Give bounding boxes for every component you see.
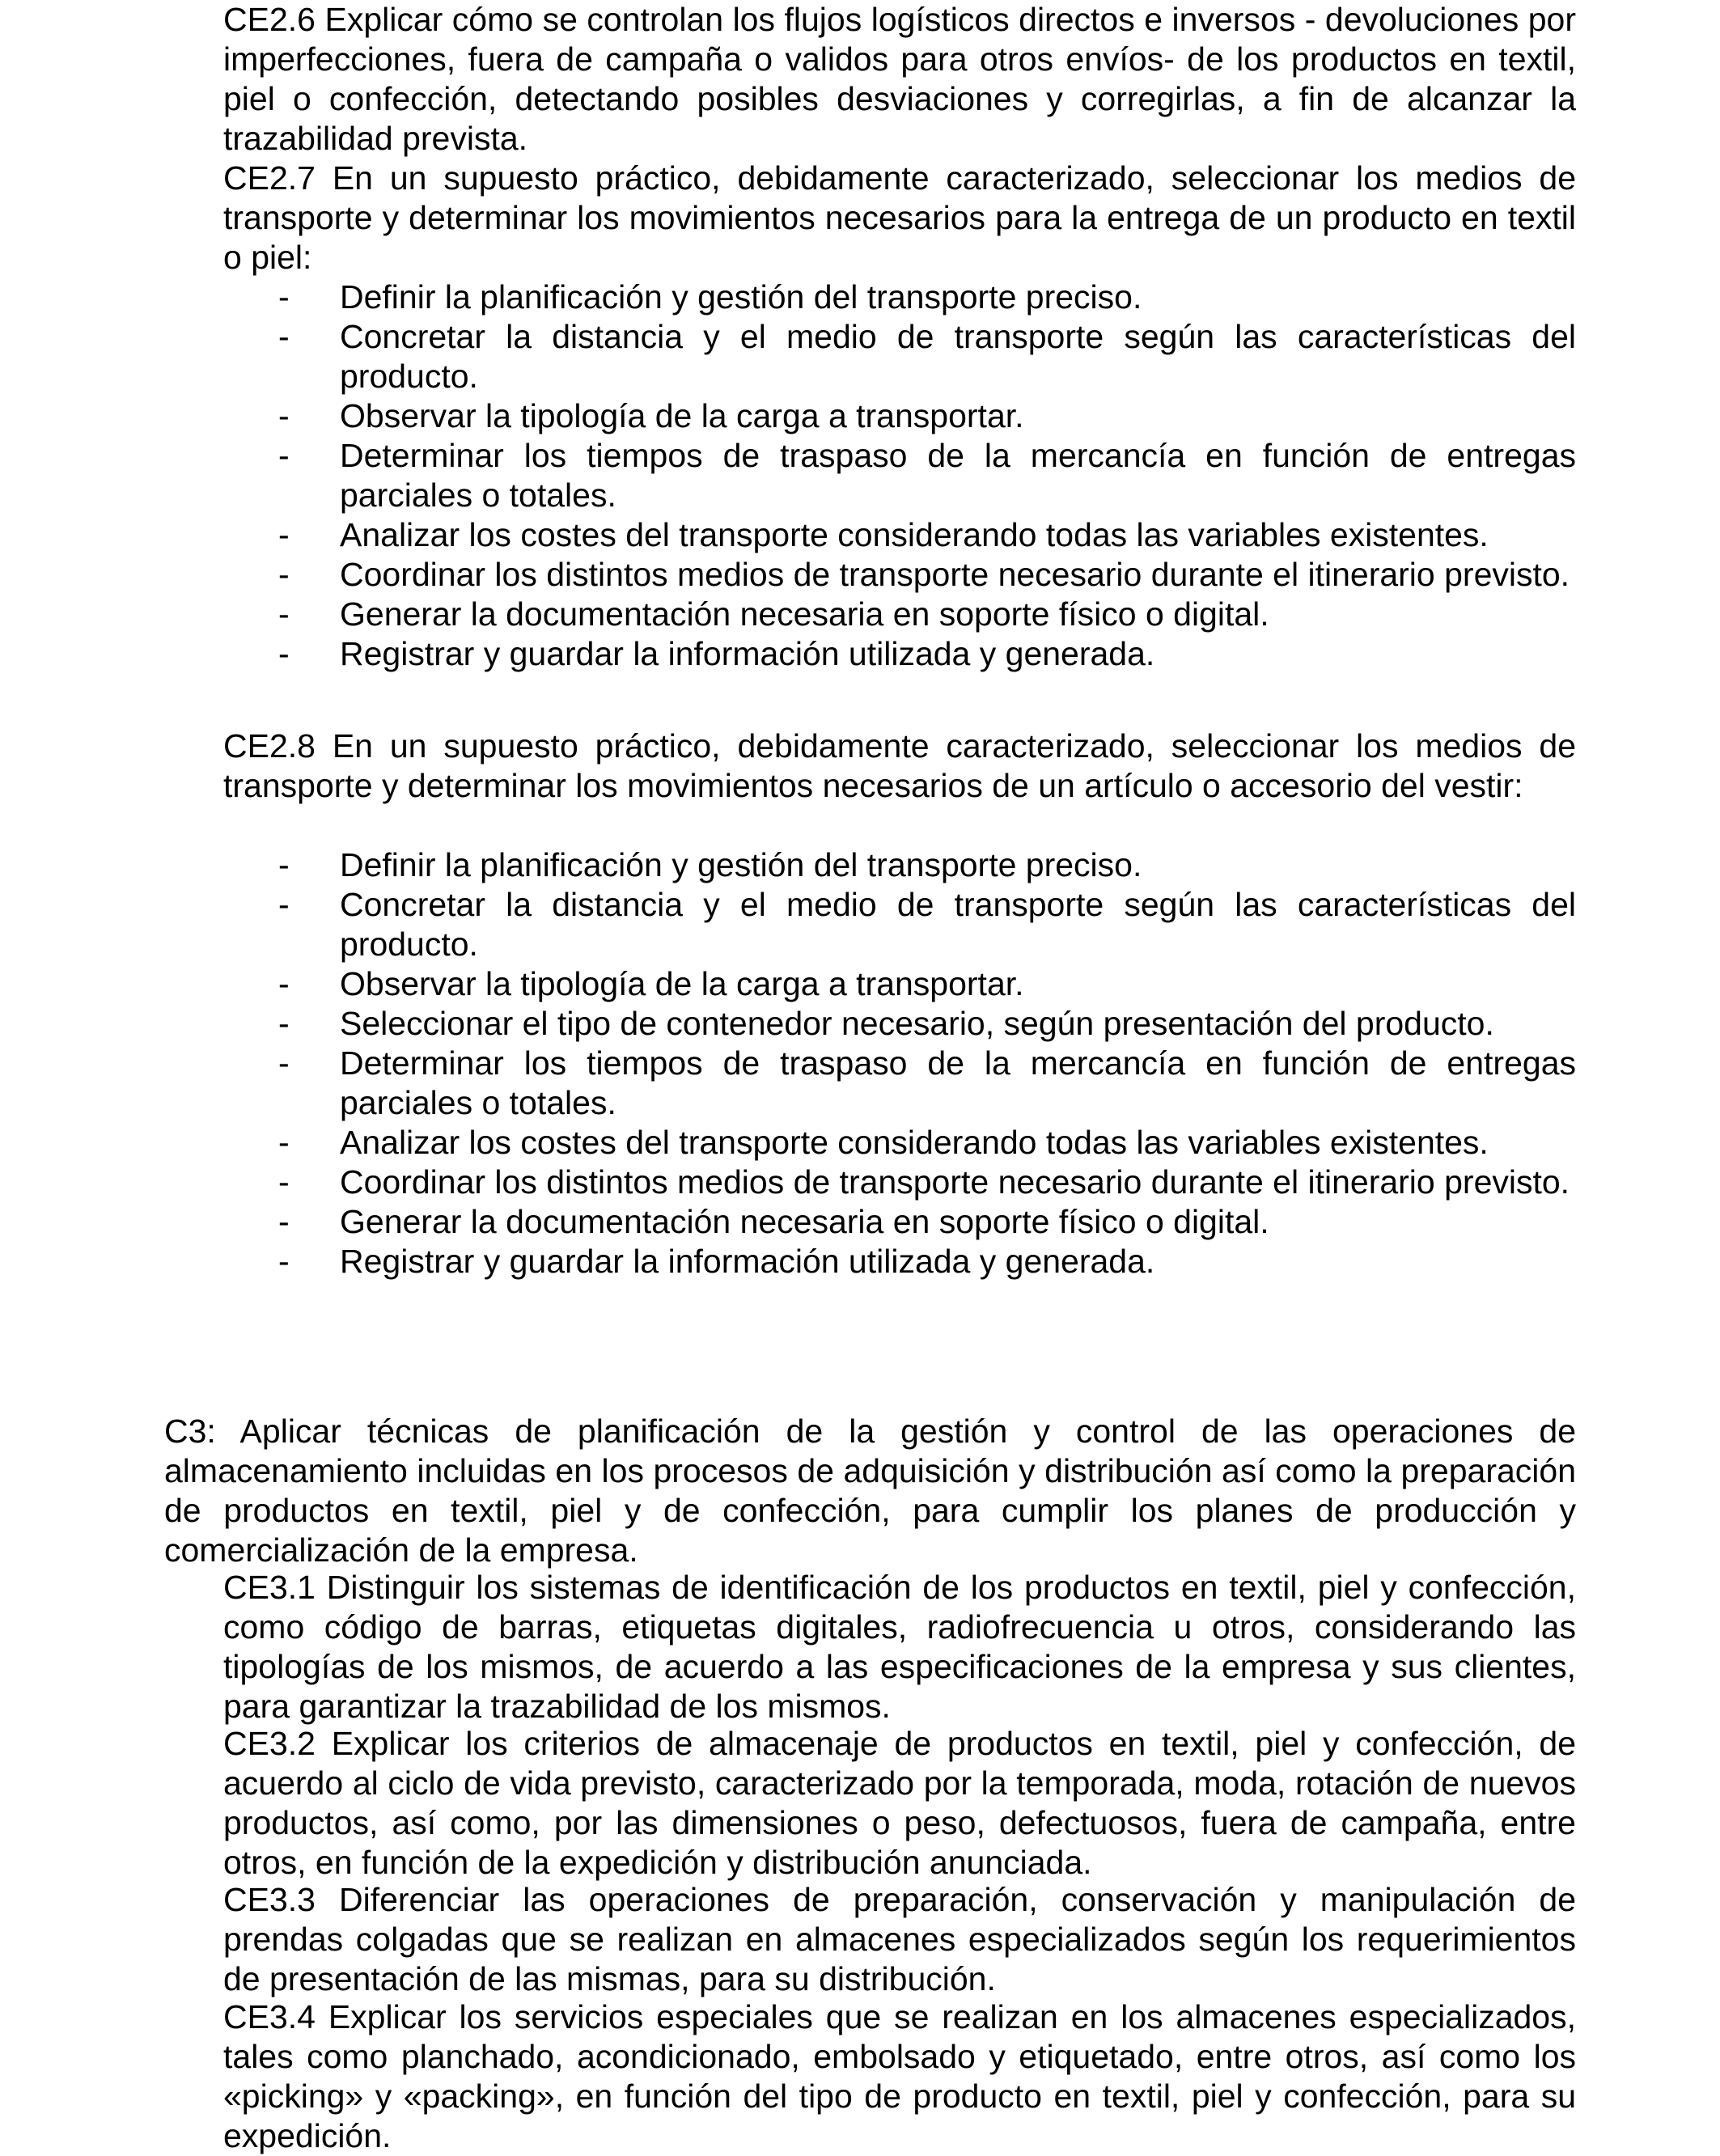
dash-bullet: - — [278, 1203, 290, 1240]
ce2-7-paragraph: CE2.7 En un supuesto práctico, debidamente caracterizado, seleccionar los medios de transporte y determinar los movimientos necesarios para la entrega de un producto en textil o piel: — [223, 159, 1576, 276]
list-item: - Concretar la distancia y el medio de transporte según las características del producto. — [278, 886, 1576, 963]
dash-bullet: - — [278, 318, 290, 355]
ce3-3-paragraph: CE3.3 Diferenciar las operaciones de preparación, conservación y manipulación de prendas colgadas que se realizan en almacenes especializados según los requerimientos de presentación de las mismas, para su distribución. — [223, 1881, 1576, 1997]
ce2-8-list — [223, 845, 1576, 1281]
list-item: - Concretar la distancia y el medio de transporte según las características del producto. — [278, 318, 1576, 395]
ce2-7-list — [223, 277, 1576, 674]
list-item: - Observar la tipología de la carga a transportar. — [278, 965, 1024, 1002]
dash-bullet: - — [278, 1163, 290, 1201]
dash-bullet: - — [278, 1243, 290, 1280]
dash-bullet: - — [278, 886, 290, 923]
dash-bullet: - — [278, 397, 290, 434]
ce3-2-paragraph: CE3.2 Explicar los criterios de almacenaje de productos en textil, piel y confección, de acuerdo al ciclo de vida previsto, caracterizado por la temporada, moda, rotación de nuevos productos, así como, por las dimensiones o peso, defectuosos, fuera de campaña, entre otros, en función de la expedición y distribución anunciada. — [223, 1725, 1576, 1881]
list-item: - Coordinar los distintos medios de transporte necesario durante el itinerario previsto. — [278, 1163, 1570, 1201]
dash-bullet: - — [278, 595, 290, 633]
dash-bullet: - — [278, 1044, 290, 1082]
dash-bullet: - — [278, 635, 290, 672]
list-item: - Determinar los tiempos de traspaso de la mercancía en función de entregas parciales o totales. — [278, 437, 1576, 514]
dash-bullet: - — [278, 437, 290, 474]
dash-bullet: - — [278, 1005, 290, 1042]
list-item: - Analizar los costes del transporte considerando todas las variables existentes. — [278, 1124, 1489, 1161]
ce2-8-paragraph: CE2.8 En un supuesto práctico, debidamente caracterizado, seleccionar los medios de transporte y determinar los movimientos necesarios de un artículo o accesorio del vestir: — [223, 727, 1576, 804]
list-item: - Registrar y guardar la información utilizada y generada. — [278, 635, 1155, 672]
dash-bullet: - — [278, 556, 290, 593]
list-item: - Generar la documentación necesaria en soporte físico o digital. — [278, 595, 1269, 633]
ce3-4-paragraph: CE3.4 Explicar los servicios especiales que se realizan en los almacenes especializados, tales como planchado, acondicionado, embolsado y etiquetado, entre otros, así como los «picking» y «packing», en función del tipo de producto en textil, piel y confección, para su expedición. — [223, 1998, 1576, 2154]
ce3-1-paragraph: CE3.1 Distinguir los sistemas de identificación de los productos en textil, piel y confección, como código de barras, etiquetas digitales, radiofrecuencia u otros, considerando las tipologías de los mismos, de acuerdo a las especificaciones de la empresa y sus clientes, para garantizar la trazabilidad de los mismos. — [223, 1569, 1576, 1725]
dash-bullet: - — [278, 278, 290, 316]
list-item: - Determinar los tiempos de traspaso de la mercancía en función de entregas parciales o totales. — [278, 1044, 1576, 1121]
list-item: - Generar la documentación necesaria en soporte físico o digital. — [278, 1203, 1269, 1240]
list-item: - Analizar los costes del transporte considerando todas las variables existentes. — [278, 516, 1489, 553]
list-item: - Coordinar los distintos medios de transporte necesario durante el itinerario previsto. — [278, 556, 1570, 593]
list-item: - Definir la planificación y gestión del transporte preciso. — [278, 278, 1142, 316]
dash-bullet: - — [278, 846, 290, 883]
c3-paragraph: C3: Aplicar técnicas de planificación de la gestión y control de las operaciones de almacenamiento incluidas en los procesos de adquisición y distribución así como la preparación de productos en textil, piel y de confección, para cumplir los planes de producción y comercialización de la empresa. — [164, 1413, 1576, 1569]
list-item: - Definir la planificación y gestión del transporte preciso. — [278, 846, 1142, 883]
ce2-6-paragraph: CE2.6 Explicar cómo se controlan los flujos logísticos directos e inversos - devoluciones por imperfecciones, fuera de campaña o validos para otros envíos- de los productos en textil, piel o confección, detectando posibles desviaciones y corregirlas, a fin de alcanzar la trazabilidad prevista. — [223, 1, 1576, 157]
dash-bullet: - — [278, 965, 290, 1002]
dash-bullet: - — [278, 1124, 290, 1161]
list-item: - Observar la tipología de la carga a transportar. — [278, 397, 1024, 434]
dash-bullet: - — [278, 516, 290, 553]
list-item: - Seleccionar el tipo de contenedor necesario, según presentación del producto. — [278, 1005, 1494, 1042]
list-item: - Registrar y guardar la información utilizada y generada. — [278, 1243, 1155, 1280]
